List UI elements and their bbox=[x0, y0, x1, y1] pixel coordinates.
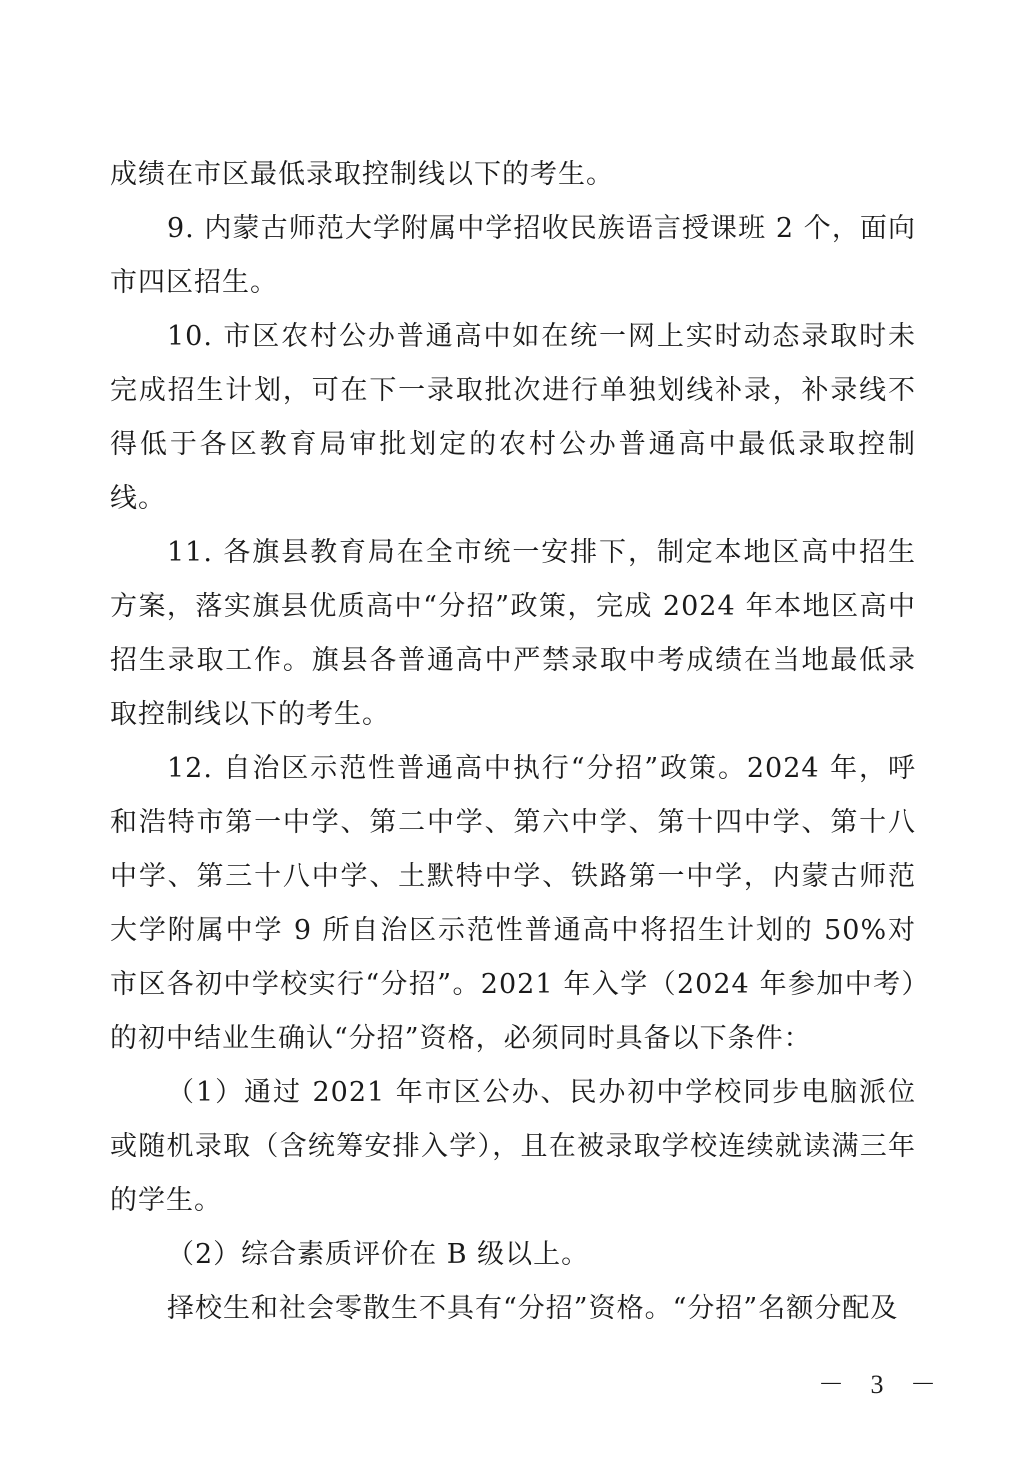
paragraph-condition-2: （2）综合素质评价在 B 级以上。 bbox=[167, 1239, 590, 1270]
page-number: － 3 － bbox=[818, 1370, 947, 1399]
paragraph-condition-1: （1）通过 2021 年市区公办、民办初中学校同步电脑派位或随机录取（含统筹安排入学），且在被录取学校连续就读满三年的学生。 bbox=[110, 1077, 916, 1216]
paragraph-continuation: 成绩在市区最低录取控制线以下的考生。 bbox=[110, 159, 614, 190]
paragraph-item-12: 12. 自治区示范性普通高中执行“分招”政策。2024 年，呼和浩特市第一中学、第二中学、第六中学、第十四中学、第十八中学、第三十八中学、土默特中学、铁路第一中学，内蒙古师范大学附属中学 9 所自治区示范性普通高中将招生计划的 50%对市区各初中学校实行“分招”。2021 年入学（2024 年参加中考）的初中结业生确认“分招”资格，必须同时具备以下条件： bbox=[110, 753, 916, 1054]
paragraph-exclusion: 择校生和社会零散生不具有“分招”资格。“分招”名额分配及 bbox=[167, 1293, 899, 1324]
body-text bbox=[110, 148, 916, 1336]
paragraph-item-10: 10. 市区农村公办普通高中如在统一网上实时动态录取时未完成招生计划，可在下一录取批次进行单独划线补录，补录线不得低于各区教育局审批划定的农村公办普通高中最低录取控制线。 bbox=[110, 321, 916, 514]
paragraph-item-11: 11. 各旗县教育局在全市统一安排下，制定本地区高中招生方案，落实旗县优质高中“分招”政策，完成 2024 年本地区高中招生录取工作。旗县各普通高中严禁录取中考成绩在当地最低录取控制线以下的考生。 bbox=[110, 537, 916, 730]
paragraph-item-9: 9. 内蒙古师范大学附属中学招收民族语言授课班 2 个，面向市四区招生。 bbox=[110, 213, 916, 298]
